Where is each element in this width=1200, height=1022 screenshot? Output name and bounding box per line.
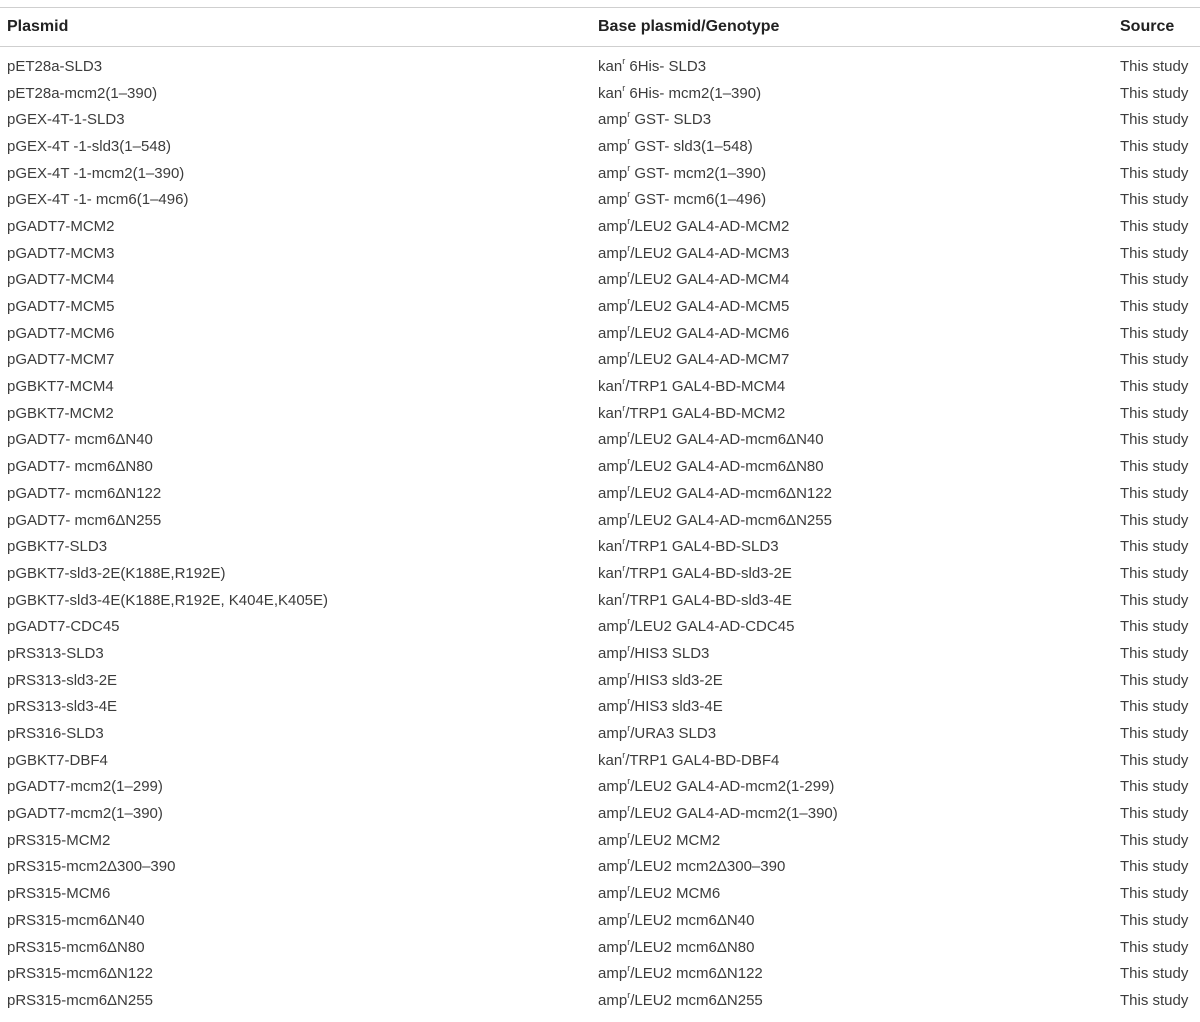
cell-genotype — [598, 162, 1114, 182]
cell-plasmid: pRS313-SLD3 — [7, 644, 104, 662]
genotype-marker: kan — [598, 591, 623, 609]
cell-genotype — [598, 431, 1114, 448]
table-row — [0, 53, 1200, 80]
resistance-superscript: r — [627, 642, 631, 653]
genotype-text: GST- SLD3 — [630, 111, 712, 129]
resistance-superscript: r — [627, 509, 631, 520]
resistance-superscript: r — [622, 82, 626, 93]
cell-plasmid: pRS315-mcm2Δ300–390 — [7, 858, 176, 876]
genotype-marker: amp — [598, 965, 628, 983]
cell-source: This study — [1120, 644, 1189, 662]
genotype-marker: amp — [598, 671, 628, 689]
table-row — [0, 640, 1200, 667]
genotype-text: /LEU2 GAL4-AD-mcm6ΔN80 — [630, 458, 824, 476]
resistance-superscript: r — [622, 562, 626, 573]
cell-plasmid: pGADT7-CDC45 — [7, 618, 120, 636]
genotype-marker: kan — [598, 84, 623, 102]
genotype-marker: amp — [598, 805, 628, 823]
cell-genotype — [598, 562, 1114, 582]
resistance-superscript: r — [627, 135, 631, 146]
table-row — [0, 934, 1200, 961]
cell-plasmid: pGEX-4T -1-mcm2(1–390) — [7, 164, 185, 182]
cell-genotype — [598, 351, 1114, 368]
cell-source: This study — [1120, 57, 1189, 75]
table-row — [0, 133, 1200, 160]
table-row — [0, 907, 1200, 934]
table-row — [0, 186, 1200, 213]
resistance-superscript: r — [622, 55, 626, 66]
cell-plasmid: pRS315-MCM2 — [7, 831, 111, 849]
cell-genotype — [598, 215, 1114, 235]
cell-plasmid: pGEX-4T -1- mcm6(1–496) — [7, 191, 189, 209]
genotype-marker: amp — [598, 858, 628, 876]
cell-genotype — [598, 642, 1114, 662]
resistance-superscript: r — [622, 402, 626, 413]
cell-source: This study — [1120, 885, 1189, 903]
resistance-superscript: r — [627, 856, 631, 867]
resistance-superscript: r — [627, 803, 631, 814]
genotype-text: /TRP1 GAL4-BD-MCM2 — [625, 404, 786, 422]
genotype-text: /LEU2 GAL4-AD-mcm2(1-299) — [630, 778, 835, 796]
genotype-marker: amp — [598, 217, 628, 235]
cell-genotype — [598, 618, 1114, 635]
cell-plasmid: pRS315-mcm6ΔN122 — [7, 965, 153, 983]
table-row — [0, 720, 1200, 747]
cell-plasmid: pRS313-sld3-4E — [7, 698, 118, 716]
cell-plasmid: pRS316-SLD3 — [7, 725, 104, 743]
resistance-superscript: r — [622, 376, 626, 387]
cell-genotype — [598, 135, 1114, 155]
genotype-text: /LEU2 GAL4-AD-MCM6 — [630, 324, 790, 342]
cell-plasmid: pGADT7-MCM5 — [7, 298, 115, 316]
genotype-marker: amp — [598, 885, 628, 903]
genotype-text: /TRP1 GAL4-BD-DBF4 — [625, 751, 780, 769]
table-row — [0, 400, 1200, 427]
resistance-superscript: r — [627, 296, 631, 307]
cell-genotype — [598, 402, 1114, 422]
genotype-text: /LEU2 GAL4-AD-CDC45 — [630, 618, 795, 636]
resistance-superscript: r — [627, 109, 631, 120]
genotype-marker: amp — [598, 618, 628, 636]
cell-source: This study — [1120, 698, 1189, 716]
cell-plasmid: pRS315-MCM6 — [7, 885, 111, 903]
genotype-text: 6His- mcm2(1–390) — [625, 84, 762, 102]
cell-plasmid: pGADT7- mcm6ΔN122 — [7, 484, 162, 502]
genotype-text: GST- sld3(1–548) — [630, 137, 753, 155]
genotype-marker: amp — [598, 271, 628, 289]
cell-genotype — [598, 242, 1114, 262]
genotype-marker: amp — [598, 938, 628, 956]
table-row — [0, 560, 1200, 587]
resistance-superscript: r — [627, 936, 631, 947]
table-row — [0, 987, 1200, 1014]
genotype-marker: amp — [598, 191, 628, 209]
genotype-text: /HIS3 sld3-2E — [630, 671, 723, 689]
cell-source: This study — [1120, 591, 1189, 609]
resistance-superscript: r — [627, 349, 631, 360]
resistance-superscript: r — [627, 696, 631, 707]
cell-source: This study — [1120, 191, 1189, 209]
cell-plasmid: pGADT7- mcm6ΔN255 — [7, 511, 162, 529]
genotype-text: 6His- SLD3 — [625, 57, 707, 75]
genotype-marker: amp — [598, 484, 628, 502]
cell-genotype — [598, 725, 1114, 742]
cell-source: This study — [1120, 911, 1189, 929]
table-row — [0, 267, 1200, 294]
genotype-marker: kan — [598, 538, 623, 556]
table-row — [0, 960, 1200, 987]
resistance-superscript: r — [627, 669, 631, 680]
cell-source: This study — [1120, 378, 1189, 396]
cell-genotype — [598, 749, 1114, 769]
cell-plasmid: pGBKT7-sld3-2E(K188E,R192E) — [7, 564, 226, 582]
cell-source: This study — [1120, 351, 1189, 369]
cell-genotype — [598, 778, 1114, 795]
cell-source: This study — [1120, 458, 1189, 476]
genotype-text: /LEU2 GAL4-AD-mcm6ΔN122 — [630, 484, 832, 502]
cell-genotype — [598, 589, 1114, 609]
cell-genotype — [598, 669, 1114, 689]
genotype-text: /TRP1 GAL4-BD-MCM4 — [625, 378, 786, 396]
cell-source: This study — [1120, 831, 1189, 849]
cell-genotype — [598, 858, 1114, 875]
table-row — [0, 373, 1200, 400]
cell-plasmid: pGBKT7-DBF4 — [7, 751, 108, 769]
cell-genotype — [598, 271, 1114, 288]
genotype-text: /LEU2 MCM2 — [630, 831, 721, 849]
cell-genotype — [598, 378, 1114, 395]
cell-genotype — [598, 805, 1114, 822]
resistance-superscript: r — [627, 189, 631, 200]
cell-genotype — [598, 989, 1114, 1009]
genotype-text: /TRP1 GAL4-BD-sld3-4E — [625, 591, 792, 609]
cell-plasmid: pGEX-4T-1-SLD3 — [7, 111, 125, 129]
table-row — [0, 507, 1200, 534]
cell-source: This study — [1120, 751, 1189, 769]
resistance-superscript: r — [627, 776, 631, 787]
genotype-marker: amp — [598, 911, 628, 929]
cell-source: This study — [1120, 618, 1189, 636]
table-row — [0, 854, 1200, 881]
cell-plasmid: pGADT7-MCM2 — [7, 217, 115, 235]
cell-source: This study — [1120, 725, 1189, 743]
genotype-marker: amp — [598, 431, 628, 449]
cell-plasmid: pRS315-mcm6ΔN255 — [7, 991, 153, 1009]
header-source: Source — [1120, 18, 1175, 35]
table-row — [0, 80, 1200, 107]
genotype-marker: amp — [598, 244, 628, 262]
header-genotype: Base plasmid/Genotype — [598, 18, 780, 35]
table-row — [0, 240, 1200, 267]
cell-plasmid: pGADT7-MCM6 — [7, 324, 115, 342]
cell-plasmid: pGBKT7-MCM4 — [7, 378, 114, 396]
cell-source: This study — [1120, 271, 1189, 289]
cell-plasmid: pET28a-SLD3 — [7, 57, 103, 75]
cell-plasmid: pRS313-sld3-2E — [7, 671, 118, 689]
genotype-text: /LEU2 mcm6ΔN40 — [630, 911, 755, 929]
cell-source: This study — [1120, 431, 1189, 449]
cell-plasmid: pGADT7- mcm6ΔN80 — [7, 458, 153, 476]
resistance-superscript: r — [627, 989, 631, 1000]
genotype-text: /HIS3 sld3-4E — [630, 698, 723, 716]
genotype-marker: kan — [598, 751, 623, 769]
genotype-marker: amp — [598, 351, 628, 369]
resistance-superscript: r — [622, 589, 626, 600]
cell-genotype — [598, 482, 1114, 502]
cell-genotype — [598, 936, 1114, 956]
genotype-text: /LEU2 MCM6 — [630, 885, 721, 903]
resistance-superscript: r — [627, 215, 631, 226]
table-header — [0, 8, 1200, 47]
cell-source: This study — [1120, 991, 1189, 1009]
cell-source: This study — [1120, 564, 1189, 582]
cell-source: This study — [1120, 111, 1189, 129]
cell-source: This study — [1120, 244, 1189, 262]
genotype-marker: amp — [598, 831, 628, 849]
table-row — [0, 533, 1200, 560]
resistance-superscript: r — [627, 723, 631, 734]
cell-genotype — [598, 909, 1114, 929]
resistance-superscript: r — [627, 883, 631, 894]
genotype-marker: amp — [598, 111, 628, 129]
genotype-text: /TRP1 GAL4-BD-SLD3 — [625, 538, 779, 556]
genotype-text: /LEU2 GAL4-AD-MCM7 — [630, 351, 790, 369]
cell-source: This study — [1120, 324, 1189, 342]
table-body — [0, 47, 1200, 1014]
genotype-text: /LEU2 mcm6ΔN80 — [630, 938, 755, 956]
cell-source: This study — [1120, 137, 1189, 155]
cell-source: This study — [1120, 298, 1189, 316]
resistance-superscript: r — [627, 456, 631, 467]
genotype-marker: amp — [598, 511, 628, 529]
resistance-superscript: r — [622, 536, 626, 547]
genotype-marker: amp — [598, 644, 628, 662]
table-row — [0, 880, 1200, 907]
genotype-text: /LEU2 GAL4-AD-MCM4 — [630, 271, 790, 289]
cell-source: This study — [1120, 965, 1189, 983]
genotype-marker: amp — [598, 778, 628, 796]
genotype-marker: kan — [598, 57, 623, 75]
genotype-text: /LEU2 GAL4-AD-mcm2(1–390) — [630, 805, 838, 823]
genotype-marker: kan — [598, 404, 623, 422]
resistance-superscript: r — [627, 829, 631, 840]
genotype-marker: amp — [598, 137, 628, 155]
resistance-superscript: r — [627, 322, 631, 333]
cell-plasmid: pGEX-4T -1-sld3(1–548) — [7, 137, 171, 155]
table-row — [0, 106, 1200, 133]
cell-plasmid: pGADT7-mcm2(1–390) — [7, 805, 163, 823]
table-row — [0, 587, 1200, 614]
cell-plasmid: pGADT7- mcm6ΔN40 — [7, 431, 153, 449]
cell-genotype — [598, 885, 1114, 902]
cell-plasmid: pGADT7-MCM7 — [7, 351, 115, 369]
table-row — [0, 774, 1200, 801]
cell-source: This study — [1120, 805, 1189, 823]
genotype-text: /LEU2 GAL4-AD-mcm6ΔN255 — [630, 511, 832, 529]
genotype-text: GST- mcm6(1–496) — [630, 191, 767, 209]
table-row — [0, 427, 1200, 454]
cell-source: This study — [1120, 511, 1189, 529]
cell-genotype — [598, 111, 1114, 128]
genotype-text: /URA3 SLD3 — [630, 725, 717, 743]
cell-genotype — [598, 55, 1114, 75]
table-row — [0, 453, 1200, 480]
cell-genotype — [598, 298, 1114, 315]
genotype-text: /LEU2 GAL4-AD-mcm6ΔN40 — [630, 431, 824, 449]
genotype-text: /LEU2 GAL4-AD-MCM5 — [630, 298, 790, 316]
cell-source: This study — [1120, 164, 1189, 182]
cell-plasmid: pGBKT7-MCM2 — [7, 404, 114, 422]
table-row — [0, 293, 1200, 320]
resistance-superscript: r — [627, 482, 631, 493]
genotype-text: /LEU2 mcm2Δ300–390 — [630, 858, 786, 876]
table-row — [0, 160, 1200, 187]
genotype-marker: amp — [598, 991, 628, 1009]
resistance-superscript: r — [627, 162, 631, 173]
cell-genotype — [598, 322, 1114, 342]
genotype-marker: amp — [598, 164, 628, 182]
genotype-text: GST- mcm2(1–390) — [630, 164, 767, 182]
plasmid-table — [0, 7, 1200, 1014]
resistance-superscript: r — [627, 909, 631, 920]
genotype-text: /TRP1 GAL4-BD-sld3-2E — [625, 564, 792, 582]
cell-plasmid: pGADT7-mcm2(1–299) — [7, 778, 163, 796]
cell-plasmid: pRS315-mcm6ΔN40 — [7, 911, 145, 929]
table-row — [0, 480, 1200, 507]
genotype-marker: amp — [598, 725, 628, 743]
table-row — [0, 613, 1200, 640]
table-row — [0, 747, 1200, 774]
cell-genotype — [598, 458, 1114, 475]
genotype-marker: amp — [598, 324, 628, 342]
cell-source: This study — [1120, 484, 1189, 502]
table-row — [0, 320, 1200, 347]
cell-genotype — [598, 191, 1114, 208]
cell-plasmid: pGBKT7-SLD3 — [7, 538, 108, 556]
cell-plasmid: pET28a-mcm2(1–390) — [7, 84, 158, 102]
cell-plasmid: pGBKT7-sld3-4E(K188E,R192E, K404E,K405E) — [7, 591, 329, 609]
cell-plasmid: pGADT7-MCM3 — [7, 244, 115, 262]
genotype-marker: amp — [598, 298, 628, 316]
genotype-text: /LEU2 mcm6ΔN255 — [630, 991, 763, 1009]
cell-source: This study — [1120, 84, 1189, 102]
resistance-superscript: r — [627, 963, 631, 974]
resistance-superscript: r — [627, 616, 631, 627]
cell-source: This study — [1120, 671, 1189, 689]
genotype-text: /HIS3 SLD3 — [630, 644, 710, 662]
genotype-marker: kan — [598, 564, 623, 582]
resistance-superscript: r — [627, 429, 631, 440]
table-row — [0, 800, 1200, 827]
genotype-marker: amp — [598, 458, 628, 476]
table-row — [0, 827, 1200, 854]
cell-plasmid: pGADT7-MCM4 — [7, 271, 115, 289]
genotype-marker: amp — [598, 698, 628, 716]
genotype-text: /LEU2 mcm6ΔN122 — [630, 965, 763, 983]
cell-source: This study — [1120, 217, 1189, 235]
resistance-superscript: r — [627, 269, 631, 280]
genotype-text: /LEU2 GAL4-AD-MCM2 — [630, 217, 790, 235]
genotype-text: /LEU2 GAL4-AD-MCM3 — [630, 244, 790, 262]
table-row — [0, 694, 1200, 721]
table-row — [0, 347, 1200, 374]
cell-genotype — [598, 829, 1114, 849]
header-plasmid: Plasmid — [7, 18, 69, 35]
table-row — [0, 213, 1200, 240]
cell-source: This study — [1120, 858, 1189, 876]
cell-genotype — [598, 698, 1114, 715]
table-row — [0, 667, 1200, 694]
cell-genotype — [598, 965, 1114, 982]
cell-genotype — [598, 509, 1114, 529]
cell-source: This study — [1120, 938, 1189, 956]
cell-source: This study — [1120, 778, 1189, 796]
cell-plasmid: pRS315-mcm6ΔN80 — [7, 938, 145, 956]
resistance-superscript: r — [627, 242, 631, 253]
resistance-superscript: r — [622, 749, 626, 760]
cell-genotype — [598, 538, 1114, 555]
cell-source: This study — [1120, 404, 1189, 422]
cell-source: This study — [1120, 538, 1189, 556]
cell-genotype — [598, 82, 1114, 102]
genotype-marker: kan — [598, 378, 623, 396]
